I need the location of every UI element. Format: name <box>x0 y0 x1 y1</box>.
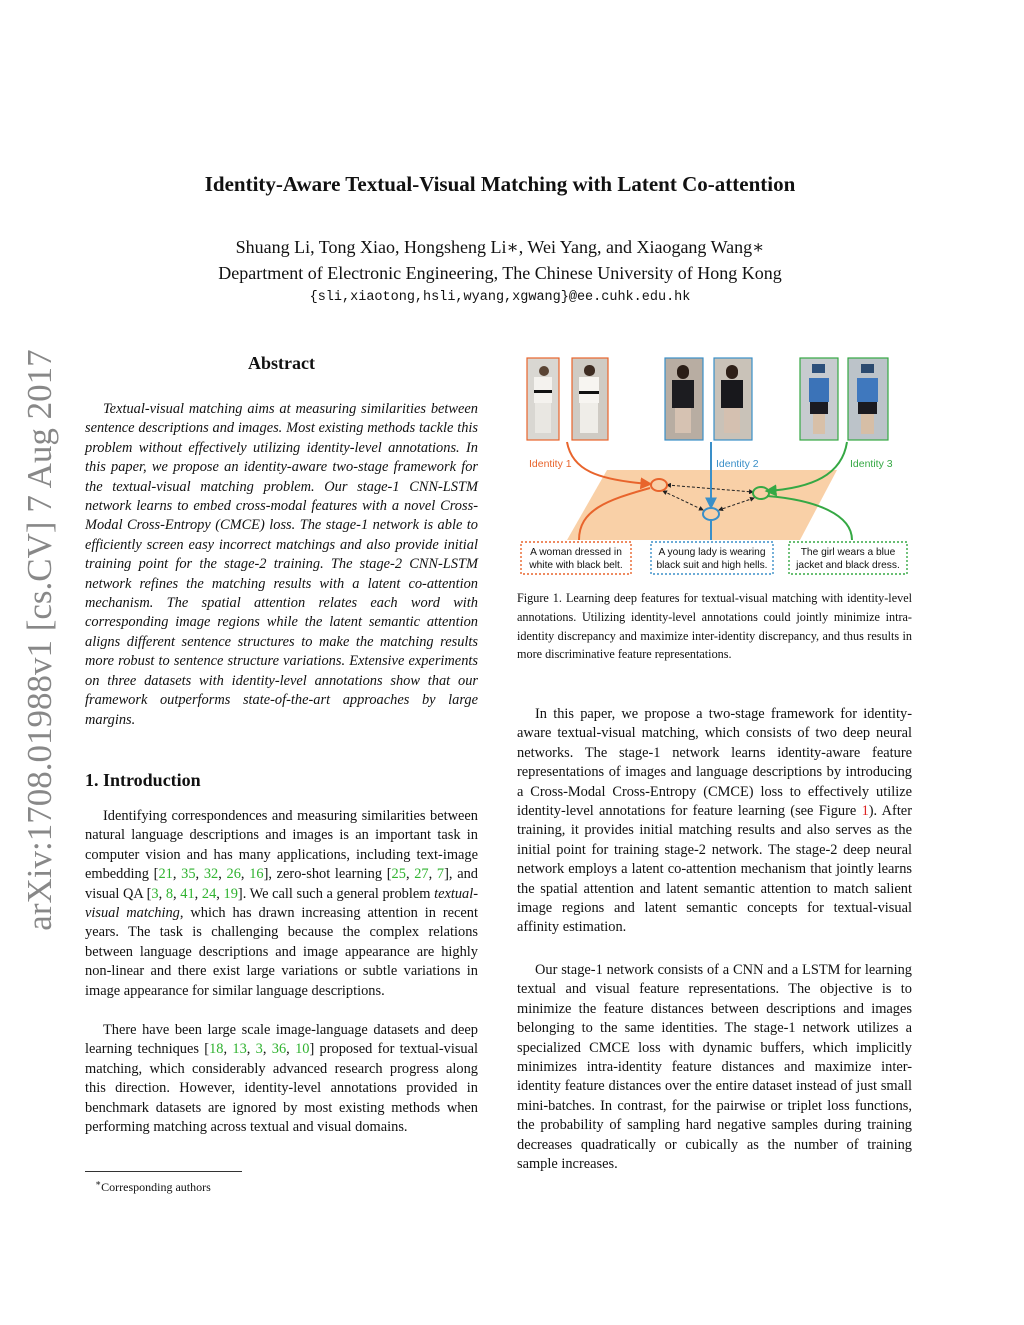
identity-3-label: Identity 3 <box>850 458 893 470</box>
emphasis-term: textual-visual matching <box>85 885 479 922</box>
arxiv-stamp: arXiv:1708.01988v1 [cs.CV] 7 Aug 2017 <box>20 349 59 931</box>
footnote-text: Corresponding authors <box>101 1180 211 1194</box>
citation[interactable]: 13 <box>232 1041 247 1058</box>
citation[interactable]: 18 <box>209 1041 224 1058</box>
citation[interactable]: 26 <box>226 866 241 883</box>
citation[interactable]: 24 <box>201 885 217 902</box>
abstract-text <box>85 400 478 730</box>
right-paragraph-2 <box>517 961 912 1174</box>
caption-text: Figure 1. Learning deep features for textual-visual matching with identity-level annotations. Utilizing identity-level annotations could jointly minimize intra-identity discrepancy and maximize inter-identity discrepancy, and thus results in more discriminative feature representations. <box>517 591 912 662</box>
identity-3-description <box>789 546 907 572</box>
identity-2-description <box>651 546 773 572</box>
citation[interactable]: 32 <box>203 866 219 883</box>
citation[interactable]: 16 <box>249 866 264 883</box>
identity-3-photos <box>800 358 888 440</box>
intro-p2-text-b: ] proposed for textual-visual matching, which considerably advanced research progress along this direction. However, identity-level annotations provided in benchmark datasets are ignored by most existing methods when performing matching across textual and visual domains. <box>85 1041 479 1136</box>
intro-p1-text-c: ], and visual QA [ <box>85 866 478 902</box>
footnote-rule <box>85 1171 242 1172</box>
intro-paragraph-1: Identifying correspondences and measuring similarities between natural language descriptions and images is an important task in computer vision and has many applications, including text-image embedding [21, 35, 32, 26, 16], zero-shot learning [25, 27, 7], and visual QA [3, 8, 41, 24, 19]. We call such a general problem textual-visual matching, which has drawn increasing attention in recent years. The task is challenging because the complex relations between language descriptions and image appearance are highly non-linear and there exist large variations or subtle variations in image appearance for similar language descriptions. <box>85 808 479 999</box>
figure-reference-link[interactable]: 1 <box>861 803 869 820</box>
intro-p1-text-a: Identifying correspondences and measuring similarities between natural language descriptions and images is an important task in computer vision and has many applications, including text-image embedding [ <box>85 808 478 883</box>
author-list: Shuang Li, Tong Xiao, Hongsheng Li∗, Wei Yang, and Xiaogang Wang∗ <box>235 237 765 257</box>
citation[interactable]: 10 <box>295 1041 310 1058</box>
description-line: The girl wears a blue <box>800 547 896 558</box>
citation[interactable]: 25 <box>391 866 406 883</box>
right-paragraph-1 <box>517 705 912 938</box>
citation[interactable]: 36 <box>271 1041 287 1058</box>
citation[interactable]: 8 <box>165 885 174 902</box>
footnote-mark: ∗ <box>95 1178 102 1188</box>
description-line: white with black belt. <box>529 560 623 571</box>
intro-p1-text-e: , which has drawn increasing attention in recent years. The task is challenging because the complex relations between language descriptions and image appearance are highly non-linear and there exist large variations or subtle variations in image appearance for similar language descriptions. <box>85 905 478 999</box>
abstract-heading: Abstract <box>248 353 315 373</box>
right-p1-text-b: ). After training, it provides initial matching results and also serves as the initial point for training stage-2 network. The stage-2 deep neural network employs a latent co-attention mechanism that jointly learns the spatial attention and latent semantic attention to match salient image regions and latent semantic concepts for textual-visual affinity estimation. <box>517 803 912 936</box>
identity-1-description <box>521 546 631 572</box>
intro-p1-text-d: ]. We call such a general problem <box>237 885 435 902</box>
description-line: black suit and high hells. <box>656 560 768 571</box>
intro-paragraph-2: There have been large scale image-language datasets and deep learning techniques [18, 13, 3, 36, 10] proposed for textual-visual matching, which considerably advanced research progress along this direction. However, identity-level annotations provided in benchmark datasets are ignored by most existing methods when performing matching across textual and visual domains. <box>85 1022 479 1136</box>
citation[interactable]: 21 <box>158 866 173 883</box>
paper-title: Identity-Aware Textual-Visual Matching with Latent Co-attention <box>204 172 796 196</box>
right-p1-text-a: In this paper, we propose a two-stage framework for identity-aware textual-visual matching, which consists of two deep neural networks. The stage-1 network learns identity-aware feature representations of images and language descriptions by introducing a Cross-Modal Cross-Entropy (CMCE) loss to effectively utilize identity-level annotations for feature learning (see Figure <box>517 706 912 820</box>
affiliation: Department of Electronic Engineering, The Chinese University of Hong Kong <box>218 263 782 283</box>
description-line: jacket and black dress. <box>796 560 900 571</box>
citation[interactable]: 41 <box>180 885 195 902</box>
footnote <box>95 1178 211 1195</box>
right-p2-text: Our stage-1 network consists of a CNN and a LSTM for learning textual and visual feature representations. The objective is to minimize the feature distances between descriptions and images belonging to the same identities. The stage-1 network utilizes a specialized CMCE loss with dynamic buffers, which implicitly minimizes intra-identity feature distances and maximize inter-identity feature distances over the entire dataset instead of just small mini-batches. In contrast, for the pairwise or triplet loss functions, the probability of sampling hard negative samples during training decreases quadratically or cubically as the number of training sample increases. <box>517 962 912 1173</box>
description-line: A woman dressed in <box>530 547 622 558</box>
intro-p1-text-b: ], zero-shot learning [ <box>263 866 392 883</box>
description-line: A young lady is wearing <box>658 547 766 558</box>
introduction-heading: 1. Introduction <box>85 770 201 790</box>
identity-2-label: Identity 2 <box>716 458 759 470</box>
citation[interactable]: 27 <box>414 866 429 883</box>
identity-1-label: Identity 1 <box>529 458 572 470</box>
abstract-paragraph: Textual-visual matching aims at measuring similarities between sentence descriptions and images. Most existing methods tackle this problem without effectively utilizing identity-level annotations. In this paper, we propose an identity-aware two-stage framework for the textual-visual matching problem. Our stage-1 CNN-LSTM network learns to embed cross-modal features with a novel Cross-Modal Cross-Entropy (CMCE) loss. The stage-1 network is able to efficiently screen easy incorrect matchings and also provide initial training point for the stage-2 training. The stage-2 CNN-LSTM network refines the matching results with a latent co-attention mechanism. The spatial attention relates each word with corresponding image regions while the latent semantic attention aligns different sentence structures to make the matching results more robust to sentence structure variations. Extensive experiments on three datasets with identity-level annotations show that our framework outperforms state-of-the-art approaches by large margins. <box>85 401 478 728</box>
citation[interactable]: 3 <box>151 885 159 902</box>
identity-1-photos <box>527 358 608 440</box>
figure-1 <box>517 350 912 585</box>
figure-1-caption <box>517 589 912 664</box>
intro-p2-text-a: There have been large scale image-language datasets and deep learning techniques [ <box>85 1022 478 1058</box>
embedding-plane <box>567 470 837 540</box>
citation[interactable]: 3 <box>255 1041 263 1058</box>
citation[interactable]: 35 <box>181 866 196 883</box>
citation[interactable]: 19 <box>223 885 238 902</box>
citation[interactable]: 7 <box>436 866 445 883</box>
identity-2-photos <box>665 358 752 440</box>
author-emails: {sli,xiaotong,hsli,wyang,xgwang}@ee.cuhk.edu.hk <box>309 290 691 305</box>
